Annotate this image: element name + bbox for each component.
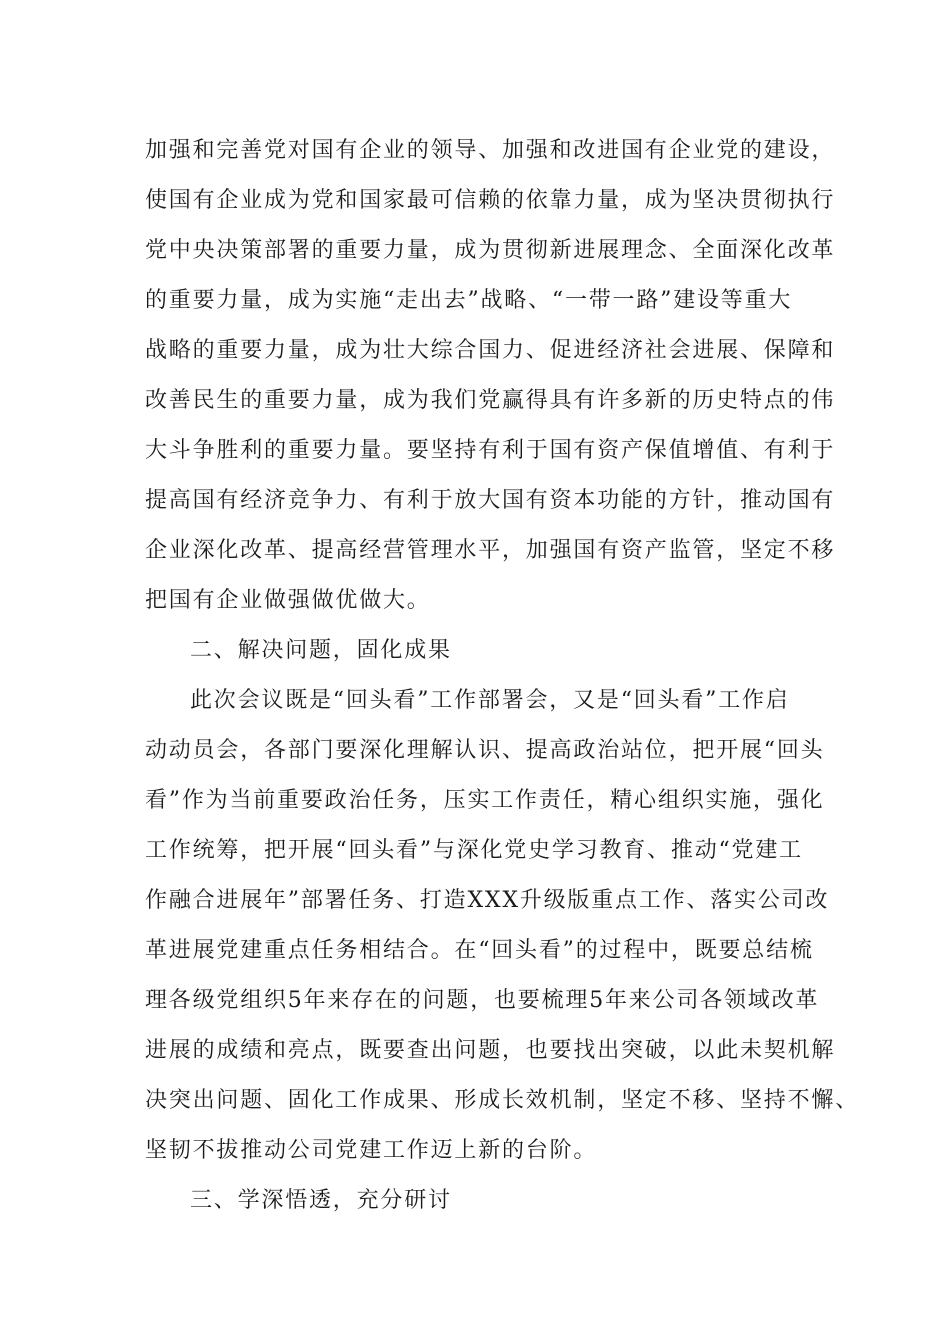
paragraph-2-line-5: 作融合进展年”部署任务、打造XXX升级版重点工作、落实公司改 <box>145 888 830 913</box>
paragraph-1-line-4: 的重要力量，成为实施“走出去”战略、“一带一路”建设等重大 <box>145 288 793 313</box>
section-heading-2: 二、解决问题，固化成果 <box>190 638 452 663</box>
paragraph-2-line-6: 革进展党建重点任务相结合。在“回头看”的过程中，既要总结梳 <box>145 938 814 963</box>
paragraph-1-line-9: 企业深化改革、提高经营管理水平，加强国有资产监管，坚定不移 <box>145 538 836 563</box>
paragraph-2-line-1: 此次会议既是“回头看”工作部署会，又是“回头看”工作启 <box>190 688 790 713</box>
paragraph-1-line-2: 使国有企业成为党和国家最可信赖的依靠力量，成为坚决贯彻执行 <box>145 188 836 213</box>
paragraph-2-line-3: 看”作为当前重要政治任务，压实工作责任，精心组织实施，强化 <box>145 788 825 813</box>
section-heading-3: 三、学深悟透，充分研讨 <box>190 1188 452 1213</box>
paragraph-1-line-5: 战略的重要力量，成为壮大综合国力、促进经济社会进展、保障和 <box>145 338 836 363</box>
paragraph-2-line-9: 决突出问题、固化工作成果、形成长效机制，坚定不移、坚持不懈、 <box>145 1088 860 1113</box>
paragraph-2-line-2: 动动员会，各部门要深化理解认识、提高政治站位，把开展“回头 <box>145 738 825 763</box>
paragraph-1-line-6: 改善民生的重要力量，成为我们党赢得具有许多新的历史特点的伟 <box>145 388 836 413</box>
paragraph-2-line-7: 理各级党组织5年来存在的问题，也要梳理5年来公司各领域改革 <box>145 988 820 1013</box>
paragraph-1-line-3: 党中央决策部署的重要力量，成为贯彻新进展理念、全面深化改革 <box>145 238 836 263</box>
paragraph-1-line-10: 把国有企业做强做优做大。 <box>145 588 431 613</box>
paragraph-1-line-8: 提高国有经济竞争力、有利于放大国有资本功能的方针，推动国有 <box>145 488 836 513</box>
paragraph-1-line-1: 加强和完善党对国有企业的领导、加强和改进国有企业党的建设， <box>145 138 836 163</box>
paragraph-2-line-8: 进展的成绩和亮点，既要查出问题，也要找出突破，以此未契机解 <box>145 1038 836 1063</box>
paragraph-2-line-10: 坚韧不拔推动公司党建工作迈上新的台阶。 <box>145 1138 598 1163</box>
paragraph-1-line-7: 大斗争胜利的重要力量。要坚持有利于国有资产保值增值、有利于 <box>145 438 836 463</box>
paragraph-2-line-4: 工作统筹，把开展“回头看”与深化党史学习教育、推动“党建工 <box>145 838 803 863</box>
